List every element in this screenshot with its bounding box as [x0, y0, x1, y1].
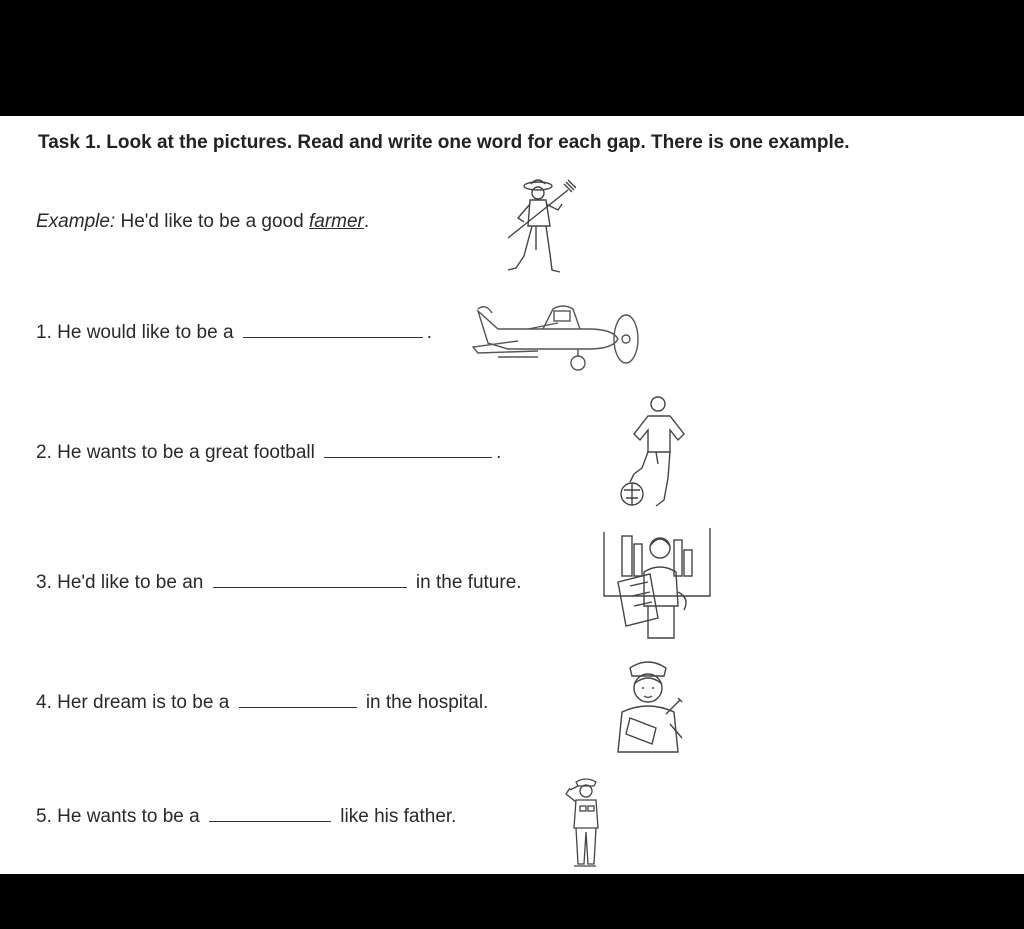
question-2-text: 2. He wants to be a great football: [36, 442, 315, 463]
question-2: [36, 442, 501, 464]
worksheet: [0, 116, 1024, 874]
question-3-text: 3. He'd like to be an: [36, 572, 204, 593]
farmer-icon: [496, 176, 576, 276]
answer-gap-2[interactable]: [324, 456, 492, 458]
question-1: [36, 322, 432, 344]
example-answer: farmer: [308, 211, 364, 232]
question-4-text: 4. Her dream is to be a: [36, 692, 230, 713]
architect-icon: [600, 526, 715, 641]
question-3-end: in the future.: [415, 572, 522, 593]
question-2-end: .: [496, 442, 502, 463]
answer-gap-4[interactable]: [239, 706, 357, 708]
question-1-text: 1. He would like to be a: [36, 322, 234, 343]
task-title: Task 1. Look at the pictures. Read and write one word for each gap. There is one example.: [38, 132, 850, 153]
question-5-end: like his father.: [340, 806, 457, 827]
answer-gap-1[interactable]: [243, 336, 423, 338]
nurse-icon: [608, 654, 688, 759]
example-text: He'd like to be a good: [120, 211, 304, 232]
question-4: [36, 692, 488, 714]
soldier-icon: [562, 776, 608, 868]
example-label: Example:: [36, 211, 116, 232]
question-1-end: .: [426, 322, 433, 343]
question-3: [36, 572, 522, 594]
question-5-text: 5. He wants to be a: [36, 806, 200, 827]
example-line: [36, 211, 369, 233]
question-5: [36, 806, 456, 828]
football-player-icon: [614, 394, 689, 516]
airplane-icon: [468, 299, 643, 379]
question-4-end: in the hospital.: [365, 692, 489, 713]
example-end: .: [363, 211, 370, 232]
answer-gap-3[interactable]: [213, 586, 407, 588]
answer-gap-5[interactable]: [209, 820, 331, 822]
